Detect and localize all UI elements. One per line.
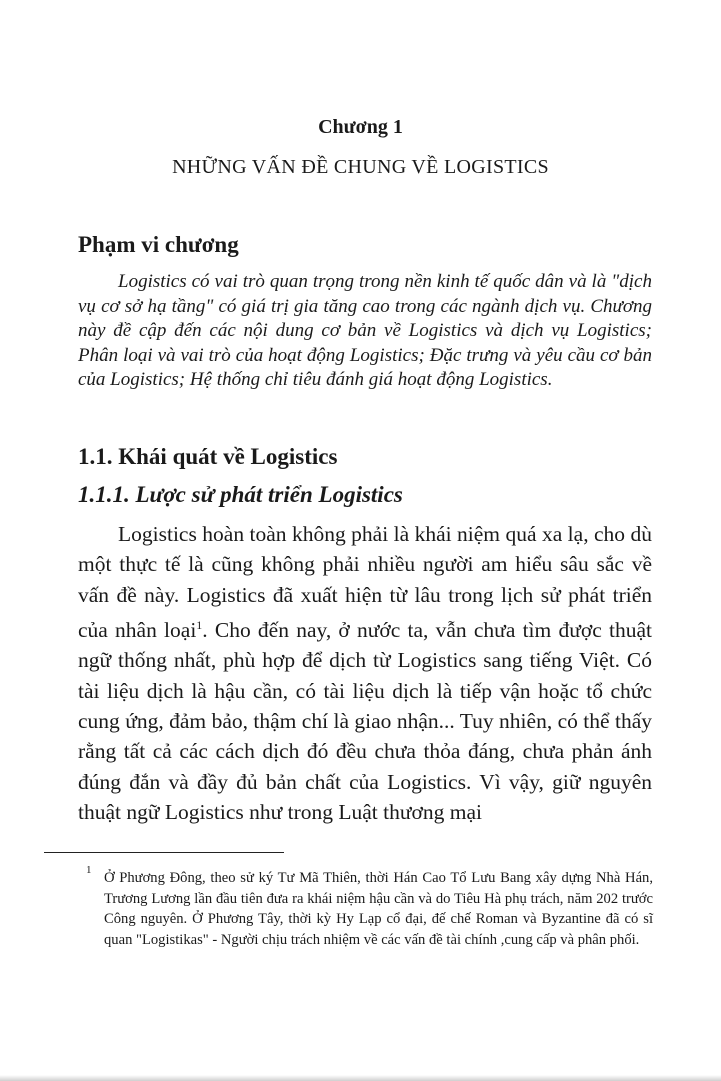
footnote-divider	[44, 852, 284, 853]
chapter-title: NHỮNG VẤN ĐỀ CHUNG VỀ LOGISTICS	[172, 156, 549, 178]
section-heading: 1.1. Khái quát về Logistics	[78, 444, 338, 469]
footnote-marker: 1	[86, 864, 92, 876]
body-text-part-2: . Cho đến nay, ở nước ta, vẫn chưa tìm được thuật ngữ thống nhất, phù hợp để dịch từ Logistics sang tiếng Việt. Có tài liệu dịch là hậu cần, có tài liệu dịch là tiếp vận hoặc tổ chức cung ứng, đảm bảo, thậm chí là giao nhận... Tuy nhiên, có thể thấy rằng tất cả các cách dịch đó đều chưa thỏa đáng, chưa phản ánh đúng đắn và đầy đủ bản chất của Logistics. Vì vậy, giữ nguyên thuật ngữ Logistics như trong Luật thương mại	[78, 618, 652, 824]
footnote-text: Ở Phương Đông, theo sử ký Tư Mã Thiên, thời Hán Cao Tổ Lưu Bang xây dựng Nhà Hán, Trương Lương lần đầu tiên đưa ra khái niệm hậu cần và do Tiêu Hà phụ trách, năm 202 trước Công nguyên. Ở Phương Tây, thời kỳ Hy Lạp cổ đại, đế chế Roman và Byzantine đã có sĩ quan "Logistikas" - Người chịu trách nhiệm về các vấn đề tài chính ,cung cấp và phân phối.	[104, 870, 653, 948]
scope-heading: Phạm vi chương	[78, 232, 239, 257]
page-bottom-edge	[0, 1075, 721, 1081]
subsection-heading: 1.1.1. Lược sử phát triển Logistics	[78, 482, 403, 507]
chapter-number: Chương 1	[318, 116, 403, 138]
body-paragraph	[78, 519, 652, 827]
scope-paragraph: Logistics có vai trò quan trọng trong nền kinh tế quốc dân và là "dịch vụ cơ sở hạ tầng" có giá trị gia tăng cao trong các ngành dịch vụ. Chương này đề cập đến các nội dung cơ bản về Logistics và dịch vụ Logistics; Phân loại và vai trò của hoạt động Logistics; Đặc trưng và yêu cầu cơ bản của Logistics; Hệ thống chỉ tiêu đánh giá hoạt động Logistics.	[78, 271, 652, 391]
footnote-reference[interactable]: 1	[196, 617, 203, 632]
body-text-part-1: Logistics hoàn toàn không phải là khái niệm quá xa lạ, cho dù một thực tế là cũng không phải nhiều người am hiểu sâu sắc về vấn đề này. Logistics đã xuất hiện từ lâu trong lịch sử phát triển của nhân loại	[78, 522, 652, 643]
